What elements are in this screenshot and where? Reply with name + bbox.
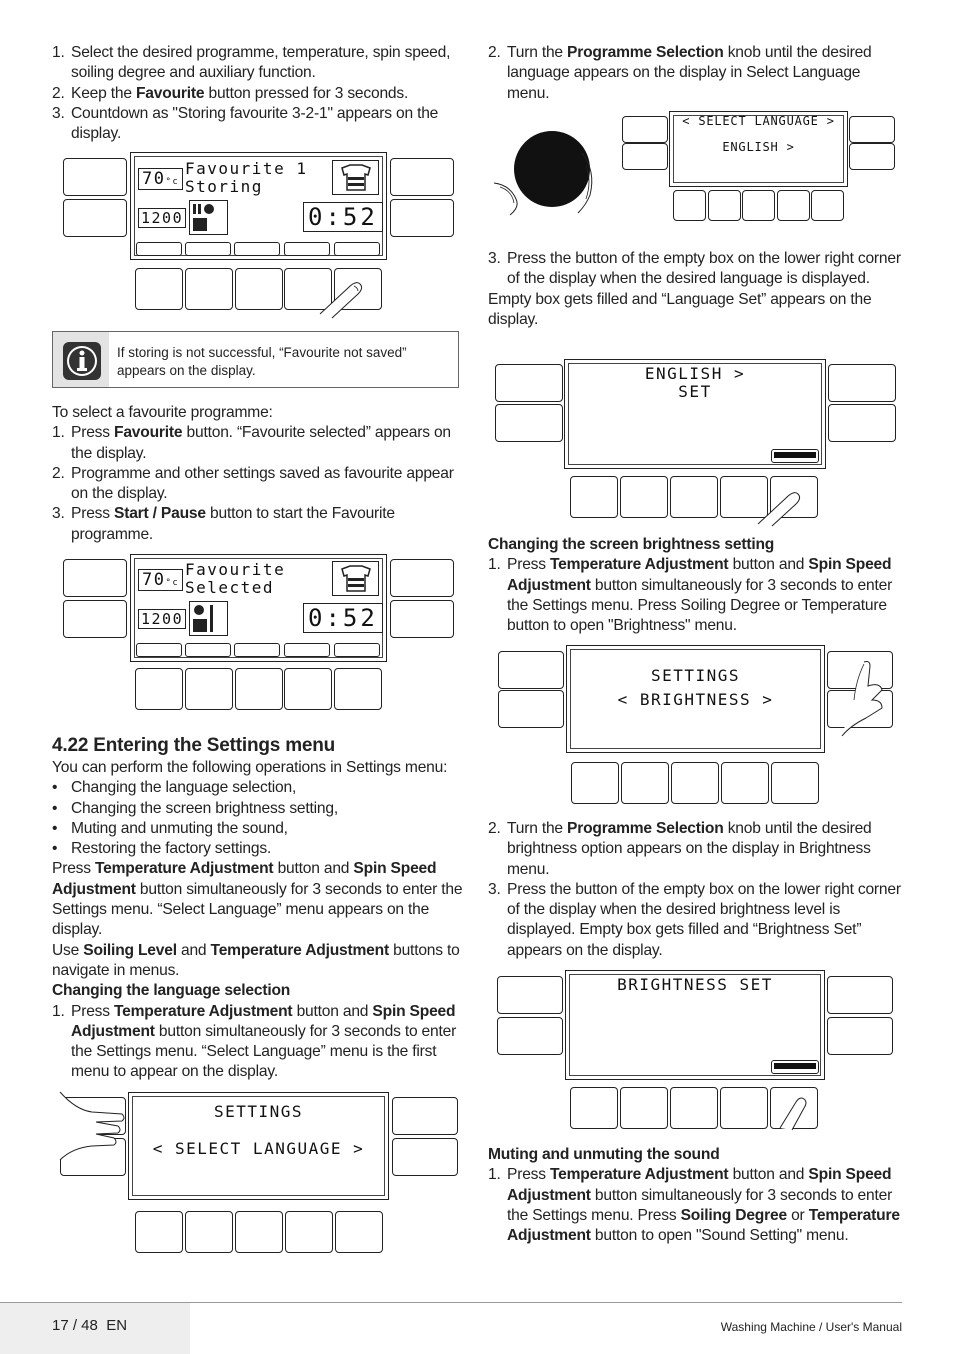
- display-line-2: < BRIGHTNESS >: [617, 690, 774, 709]
- display-line-2: Storing: [185, 177, 263, 196]
- program-button[interactable]: [777, 190, 810, 221]
- right-brightness-section: [488, 535, 904, 636]
- left-steps-b: [52, 403, 462, 545]
- step-item: 3. Press Start / Pause button to start the Favourite programme.: [52, 505, 395, 543]
- step-item: 1. Select the desired programme, temperature, spin speed, soiling degree and auxiliary function.: [52, 44, 451, 82]
- right-brightness-steps: [488, 819, 902, 961]
- display-line-2: Selected: [185, 578, 275, 597]
- soil-level-icon: [189, 200, 229, 236]
- program-button[interactable]: [570, 1087, 618, 1129]
- step-item: 2. Turn the Programme Selection knob until the desired language appears on the display in Select Language menu.: [488, 44, 872, 102]
- filled-box-indicator: [771, 1060, 819, 1074]
- spin-readout: 1200: [138, 609, 186, 629]
- display-line-1: BRIGHTNESS SET: [617, 975, 773, 994]
- step-item: 1. Press Temperature Adjustment button and Spin Speed Adjustment button simultaneously for 3 seconds to enter the Settings menu. Press Soiling Degree or Temperature button to open "Brightness" menu.: [488, 556, 893, 635]
- info-note-text: If storing is not successful, “Favourite not saved” appears on the display.: [117, 345, 407, 378]
- right-step-3: [488, 249, 902, 330]
- subheading: Changing the language selection: [52, 982, 291, 1000]
- step-item: 3. Press the button of the empty box on the lower right corner of the display when the desired language is displayed.: [488, 250, 901, 288]
- step-item: 3. Press the button of the empty box on the lower right corner of the display when the desired brightness level is displayed. Empty box gets filled and “Brightness Set” appears on the display.: [488, 880, 901, 959]
- display-line-2: SET: [678, 382, 712, 401]
- right-sound-section: [488, 1145, 904, 1246]
- time-readout: 0:52: [303, 202, 383, 232]
- display-line-2: ENGLISH >: [722, 140, 795, 154]
- bullet-item: • Restoring the factory settings.: [52, 840, 272, 858]
- program-button[interactable]: [185, 268, 233, 310]
- program-button[interactable]: [721, 762, 769, 804]
- bullet-item: • Muting and unmuting the sound,: [52, 819, 288, 837]
- program-button[interactable]: [185, 668, 233, 710]
- step-item: 1. Press Temperature Adjustment button and Spin Speed Adjustment button simultaneously for 3 seconds to enter the Settings menu. Press Soiling Degree or Temperature Adjustment button to open "Sound Setting" menu.: [488, 1166, 900, 1245]
- program-button[interactable]: [235, 668, 283, 710]
- left-section-settings: [52, 734, 464, 1083]
- spin-readout: 1200: [138, 208, 186, 228]
- footer-title: Washing Machine / User's Manual: [720, 1320, 902, 1334]
- section-intro: You can perform the following operations in Settings menu:: [52, 759, 448, 776]
- step-item: 3. Countdown as "Storing favourite 3-2-1" appears on the display.: [52, 104, 439, 143]
- program-button[interactable]: [708, 190, 741, 221]
- step-item: 1. Press Temperature Adjustment button and Spin Speed Adjustment button simultaneously for 3 seconds to enter the Settings menu. “Select Language” menu is the first menu to appear on the display.: [52, 1002, 457, 1081]
- shirt-icon: [332, 160, 380, 196]
- step-item: 2. Turn the Programme Selection knob until the desired brightness option appears on the display in Brightness menu.: [488, 820, 872, 878]
- subheading: Changing the screen brightness setting: [488, 536, 775, 553]
- step-item: 2. Keep the Favourite button pressed for 3 seconds.: [52, 84, 409, 102]
- program-button[interactable]: [620, 476, 668, 518]
- subheading: Muting and unmuting the sound: [488, 1146, 720, 1163]
- program-button[interactable]: [670, 476, 718, 518]
- program-button[interactable]: [235, 268, 283, 310]
- info-icon: [63, 342, 101, 380]
- program-button[interactable]: [135, 268, 183, 310]
- display-line-1: Favourite 1: [185, 159, 308, 178]
- paragraph: Empty box gets filled and “Language Set” appears on the display.: [488, 290, 872, 328]
- hand-press-icon: [56, 1090, 126, 1170]
- program-button[interactable]: [135, 668, 183, 710]
- paragraph: Use Soiling Level and Temperature Adjustment buttons to navigate in menus.: [52, 941, 460, 979]
- page-number: 17 / 48 EN: [52, 1317, 128, 1334]
- program-button[interactable]: [284, 668, 332, 710]
- select-intro: To select a favourite programme:: [52, 404, 273, 421]
- program-button[interactable]: [334, 668, 382, 710]
- filled-box-indicator: [771, 449, 819, 463]
- section-title: 4.22 Entering the Settings menu: [52, 735, 336, 756]
- time-readout: 0:52: [303, 603, 383, 633]
- left-steps-a: [52, 43, 462, 144]
- program-button[interactable]: [671, 762, 719, 804]
- display-line-1: Favourite: [185, 560, 286, 579]
- step-item: 1. Press Favourite button. “Favourite selected” appears on the display.: [52, 424, 451, 462]
- bullet-item: • Changing the language selection,: [52, 779, 297, 797]
- program-button[interactable]: [620, 1087, 668, 1129]
- program-button[interactable]: [670, 1087, 718, 1129]
- program-button[interactable]: [570, 476, 618, 518]
- program-button[interactable]: [720, 1087, 768, 1129]
- paragraph: Press Temperature Adjustment button and Spin Speed Adjustment button simultaneously for 3 seconds to enter the Settings menu. “Select Language” menu appears on the display.: [52, 860, 463, 939]
- display-line-1: SETTINGS: [213, 1102, 304, 1121]
- program-button[interactable]: [285, 1211, 333, 1253]
- temperature-readout: 70°c: [138, 569, 183, 591]
- program-button[interactable]: [135, 1211, 183, 1253]
- program-button[interactable]: [673, 190, 706, 221]
- info-note: [52, 331, 459, 388]
- display-line-2: < SELECT LANGUAGE >: [152, 1139, 365, 1158]
- program-button[interactable]: [621, 762, 669, 804]
- bullet-item: • Changing the screen brightness setting,: [52, 799, 338, 817]
- finger-press-icon: [756, 488, 806, 524]
- program-button[interactable]: [742, 190, 775, 221]
- finger-press-icon: [318, 278, 368, 318]
- program-button[interactable]: [235, 1211, 283, 1253]
- hand-press-icon: [836, 660, 896, 736]
- program-button[interactable]: [811, 190, 844, 221]
- display-line-1: ENGLISH >: [644, 364, 746, 383]
- soil-level-icon: [189, 601, 229, 637]
- program-button[interactable]: [571, 762, 619, 804]
- step-item: 2. Programme and other settings saved as favourite appear on the display.: [52, 464, 454, 503]
- programme-knob-icon[interactable]: [490, 125, 600, 220]
- shirt-icon: [332, 561, 380, 597]
- program-button[interactable]: [335, 1211, 383, 1253]
- finger-press-icon: [778, 1094, 814, 1130]
- right-step-2: [488, 43, 902, 104]
- program-button[interactable]: [771, 762, 819, 804]
- display-line-1: SETTINGS: [650, 666, 741, 685]
- temperature-readout: 70°c: [138, 168, 183, 190]
- display-line-1: < SELECT LANGUAGE >: [682, 114, 835, 128]
- program-button[interactable]: [185, 1211, 233, 1253]
